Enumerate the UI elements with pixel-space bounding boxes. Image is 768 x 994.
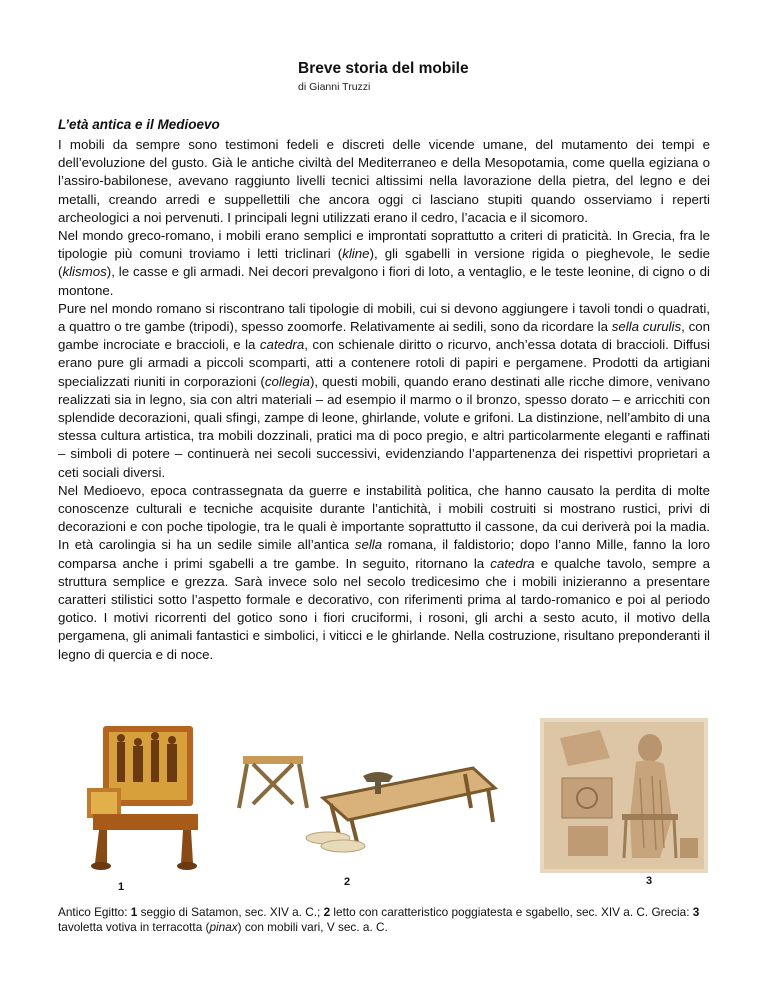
italic-term: kline [342,246,370,262]
italic-term: pinax [209,920,238,934]
figure-2-label: 2 [344,876,351,888]
figure-2-bed-image [233,738,503,858]
text-run: letto con caratteristico poggiatesta e sgabello, sec. XIV a. C. Grecia: [330,905,693,919]
section-heading: L’età antica e il Medioevo [58,117,220,132]
text-run: tavoletta votiva in terracotta ( [58,920,210,934]
text-run: , con gambe incrociate e braccioli, e la [58,319,711,353]
text-run: ), le casse e gli armadi. Nei decori prevalgono i fiori di loto, a ventaglio, e le teste leonine, di cigno o di montone. [58,264,710,298]
bold-number: 3 [692,905,700,919]
text-run: Antico Egitto: [58,905,131,919]
italic-term: collegia [264,373,310,389]
italic-term: catedra [490,555,535,571]
italic-term: klismos [62,264,107,280]
italic-term: catedra [259,337,305,353]
italic-term: sella [354,537,383,553]
text-run: ) con mobili vari, V sec. a. C. [237,920,388,934]
bold-number: 2 [323,905,331,919]
paragraph-4 [58,482,710,664]
paragraph-1 [58,136,710,227]
figures-row [58,718,710,893]
text-run: ), questi mobili, quando erano destinati alle ricche dimore, venivano realizzati sia in legno, sia con altri materiali – ad esempio il marmo o il bronzo, spesso dorato – e arricchiti con splendide decorazioni, quali sfingi, zampe di leone, ghirlande, volute e grifoni. La distinzione, nell’ambito di una stessa cultura artistica, tra mobili dozzinali, pratici ma di poco pregio, e altri particolarmente eleganti e raffinati – simboli di potere – continuerà nei secoli successivi, evidenziando l’appartenenza dei rispettivi proprietari a ceti sociali diversi. [58,373,710,480]
figure-1-throne-image [73,718,208,878]
bold-number: 1 [130,905,138,919]
text-run: Nel mondo greco-romano, i mobili erano semplici e improntati soprattutto a criteri di praticità. In Grecia, fra le tipologie più comuni troviamo i letti triclinari ( [58,228,710,262]
text-run: Pure nel mondo romano si riscontrano tali tipologie di mobili, cui si devono aggiungere i tavoli tondi o quadrati, a quattro o tre gambe (tripodi), spesso zoomorfe. Relativamente ai sedili, sono da ricordare la [58,300,710,335]
text-run: I mobili da sempre sono testimoni fedeli e discreti delle vicende umane, del mutamento dei tempi e dell’evoluzione del gusto. Già le antiche civiltà del Mediterraneo e della Mesopotamia, come quella egiziana o l’assiro-babilonese, avevano raggiunto livelli tecnici altissimi nella lavorazione della pietra, del legno e dei metalli, creando arredi e suppellettili che ancora oggi ci lasciano stupiti quando osserviamo i reperti archeologici a noi pervenuti. I principali legni utilizzati erano il cedro, l’acacia e il sicomoro. [58,137,710,225]
figure-3-label: 3 [646,875,653,887]
figure-3-pinax-image [540,718,708,873]
text-run: , con schienale diritto o ricurvo, anch’essa dotata di braccioli. Diffusi erano pure gli armadi a piccoli scomparti, atti a contenere rotoli di papiri e pergamene. Prodotti da artigiani specializzati riuniti in corporazioni ( [58,337,710,389]
paragraph-3 [58,300,710,482]
italic-term: sella curulis [611,319,682,335]
document-author: di Gianni Truzzi [298,81,371,93]
text-run: ), gli sgabelli in versione rigida o pieghevole, le sedie ( [58,246,710,280]
body-text [58,136,710,664]
text-run: Nel Medioevo, epoca contrassegnata da guerre e instabilità politica, che hanno causato la perdita di molte conoscenze culturali e tecniche acquisite durante l’antichità, i mobili costruiti si mostrano rustici, privi di decorazioni e con poche tipologie, tra le quali è importante soprattutto il cassone, da cui deriverà poi la madia. In età carolingia si ha un sedile simile all’antica [58,482,710,553]
text-run: romana, il faldistorio; dopo l’anno Mille, fanno la loro comparsa anche i primi sgabelli a tre gambe. In seguito, ritornano la [58,537,710,571]
text-run: seggio di Satamon, sec. XIV a. C.; [137,905,324,919]
figure-caption [58,905,718,935]
document-title: Breve storia del mobile [298,60,469,77]
figure-1-label: 1 [118,881,125,893]
paragraph-2 [58,227,710,300]
text-run: e qualche tavolo, sempre a struttura semplice e grezza. Sarà invece solo nel secolo tredicesimo che i mobili inizieranno a presentare caratteri stilistici sotto l’aspetto formale e decorativo, con riferimenti prima al tardo-romanico e poi al periodo gotico. I motivi ricorrenti del gotico sono i fiori cruciformi, i rosoni, gli archi a sesto acuto, il motivo della pergamena, gli animali fantastici e simbolici, i viticci e le ghirlande. Nella costruzione, risultano preponderanti il legno di quercia e di noce. [58,555,710,662]
